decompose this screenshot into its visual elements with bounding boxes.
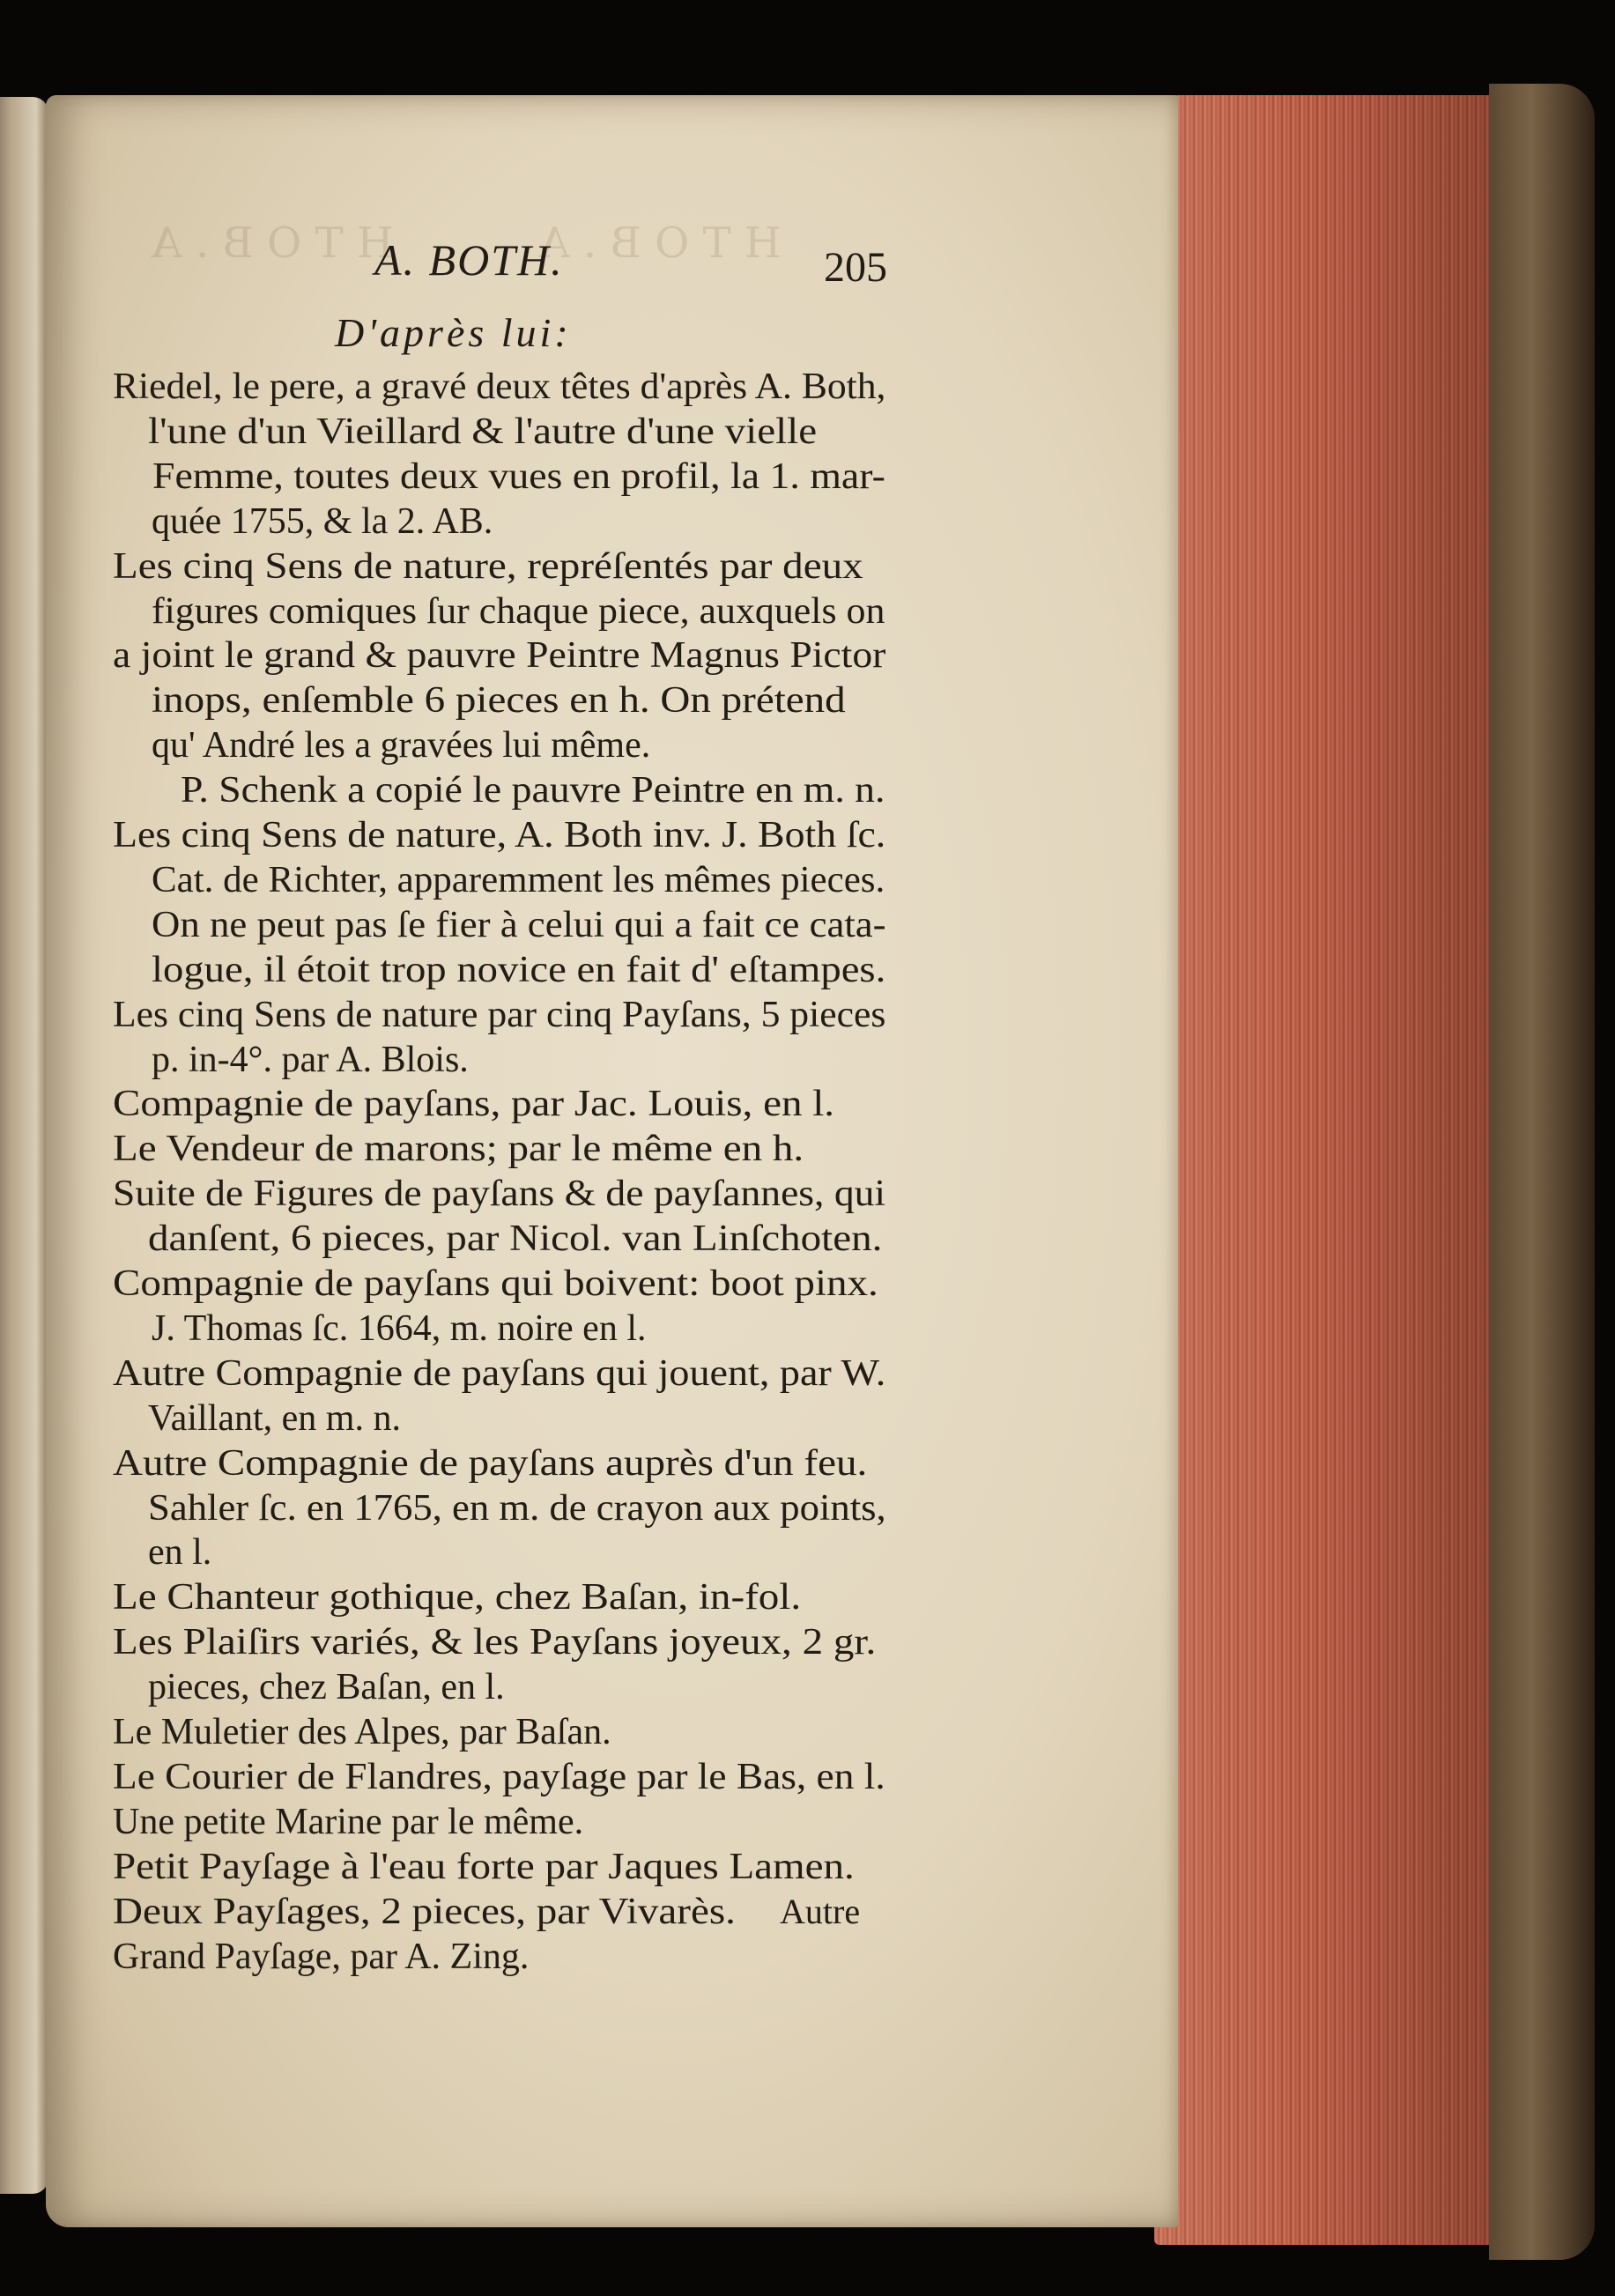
page-number: 205 bbox=[824, 244, 887, 291]
text-line: Le Courier de Flandres, payſage par le Bas, en l. bbox=[113, 1756, 885, 1797]
text-line: l'une d'un Vieillard & l'autre d'une vielle bbox=[148, 411, 818, 452]
text-line: Le Vendeur de marons; par le même en h. bbox=[113, 1129, 804, 1170]
text-line: Le Muletier des Alpes, par Baſan. bbox=[113, 1712, 611, 1752]
text-line: Les Plaiſirs variés, & les Payſans joyeux, 2 gr. bbox=[113, 1622, 877, 1663]
section-heading: D'après lui: bbox=[335, 310, 572, 355]
text-line: J. Thomas ſc. 1664, m. noire en l. bbox=[152, 1307, 647, 1349]
text-line: Deux Payſages, 2 pieces, par Vivarès. bbox=[113, 1891, 736, 1932]
text-line: Autre Compagnie de payſans qui jouent, par W. bbox=[113, 1352, 886, 1394]
text-line: Sahler ſc. en 1765, en m. de crayon aux points, bbox=[148, 1487, 886, 1529]
text-line: figures comiques ſur chaque piece, auxquels on bbox=[152, 590, 885, 632]
text-line: Suite de Figures de payſans & de payſannes, qui bbox=[113, 1174, 886, 1215]
show-through: H T O B . A bbox=[152, 218, 394, 268]
text-line: Une petite Marine par le même. bbox=[113, 1801, 584, 1842]
page-edges bbox=[1154, 95, 1524, 2245]
text-line: qu' André les a gravées lui même. bbox=[152, 725, 651, 767]
text-line: Le Chanteur gothique, chez Baſan, in-fol. bbox=[113, 1577, 802, 1618]
text-line: Vaillant, en m. n. bbox=[148, 1397, 401, 1439]
text-line: danſent, 6 pieces, par Nicol. van Linſchoten. bbox=[148, 1218, 883, 1260]
text-line: pieces, chez Baſan, en l. bbox=[148, 1667, 505, 1708]
text-line: Cat. de Richter, apparemment les mêmes pieces. bbox=[152, 859, 885, 900]
text-line: logue, il étoit trop novice en fait d' eſtampes. bbox=[152, 949, 886, 990]
show-through: H T O B . A bbox=[539, 218, 782, 268]
text-line: Grand Payſage, par A. Zing. bbox=[113, 1936, 530, 1977]
text-line: Les cinq Sens de nature par cinq Payſans, 5 pieces bbox=[113, 994, 886, 1035]
text-line: Autre Compagnie de payſans auprès d'un feu. bbox=[113, 1442, 868, 1484]
text-line: p. in-4°. par A. Blois. bbox=[152, 1039, 469, 1080]
text-line: Petit Payſage à l'eau forte par Jaques Lamen. bbox=[113, 1846, 855, 1887]
book-cover bbox=[1489, 84, 1595, 2260]
text-line: Riedel, le pere, a gravé deux têtes d'après A. Both, bbox=[113, 367, 886, 407]
text-line: a joint le grand & pauvre Peintre Magnus Pictor bbox=[113, 635, 886, 677]
text-line: quée 1755, & la 2. AB. bbox=[152, 500, 493, 542]
running-head: A. BOTH. bbox=[374, 235, 564, 285]
text-line: inops, enſemble 6 pieces en h. On prétend bbox=[152, 680, 846, 722]
text-line: On ne peut pas ſe fier à celui qui a fait ce cata- bbox=[152, 904, 886, 945]
catchword: Autre bbox=[780, 1892, 861, 1931]
text-line: Compagnie de payſans qui boivent: boot pinx. bbox=[113, 1263, 878, 1304]
text-line: Les cinq Sens de nature, repréſentés par deux bbox=[113, 545, 863, 587]
text-line: en l. bbox=[148, 1532, 212, 1574]
text-line: P. Schenk a copié le pauvre Peintre en m. n. bbox=[181, 770, 885, 811]
previous-page-edge bbox=[0, 97, 48, 2194]
text-line: Femme, toutes deux vues en profil, la 1. mar- bbox=[152, 455, 885, 497]
text-line: Les cinq Sens de nature, A. Both inv. J. Both ſc. bbox=[113, 815, 886, 855]
text-line: Compagnie de payſans, par Jac. Louis, en l. bbox=[113, 1084, 835, 1125]
